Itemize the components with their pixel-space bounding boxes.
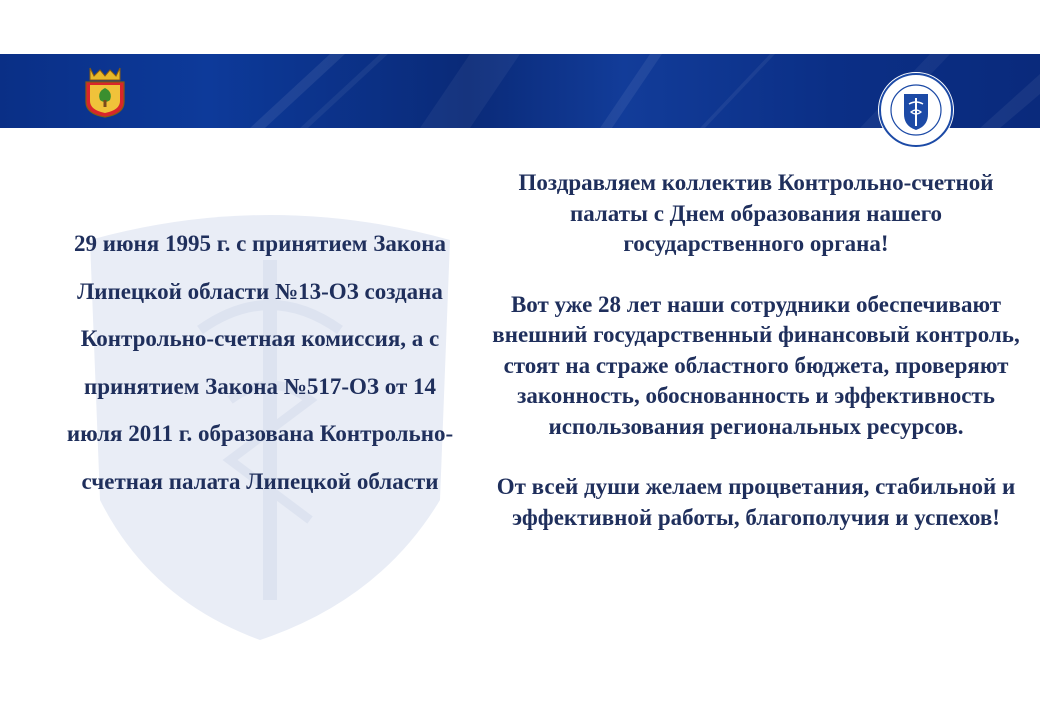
greeting-text: Поздравляем коллектив Контрольно-счетной палаты с Днем образования нашего государственного органа!	[518, 170, 994, 256]
achievements-text: Вот уже 28 лет наши сотрудники обеспечивают внешний государственный финансовый контроль, стоят на страже областного бюджета, проверяют законность, обоснованность и эффективность использования региональных ресурсов.	[492, 291, 1020, 439]
congratulation-block	[492, 168, 1020, 533]
history-paragraph: 29 июня 1995 г. с принятием Закона Липецкой области №13-ОЗ создана Контрольно-счетная комиссия, а с принятием Закона №517-ОЗ от 14 июля 2011 г. образована Контрольно-счетная палата Липецкой области	[66, 231, 454, 494]
wishes-text: От всей души желаем процветания, стабильной и эффективной работы, благополучия и успехов!	[496, 474, 1016, 530]
chamber-seal-icon	[876, 70, 956, 150]
coat-of-arms-icon	[80, 64, 130, 118]
